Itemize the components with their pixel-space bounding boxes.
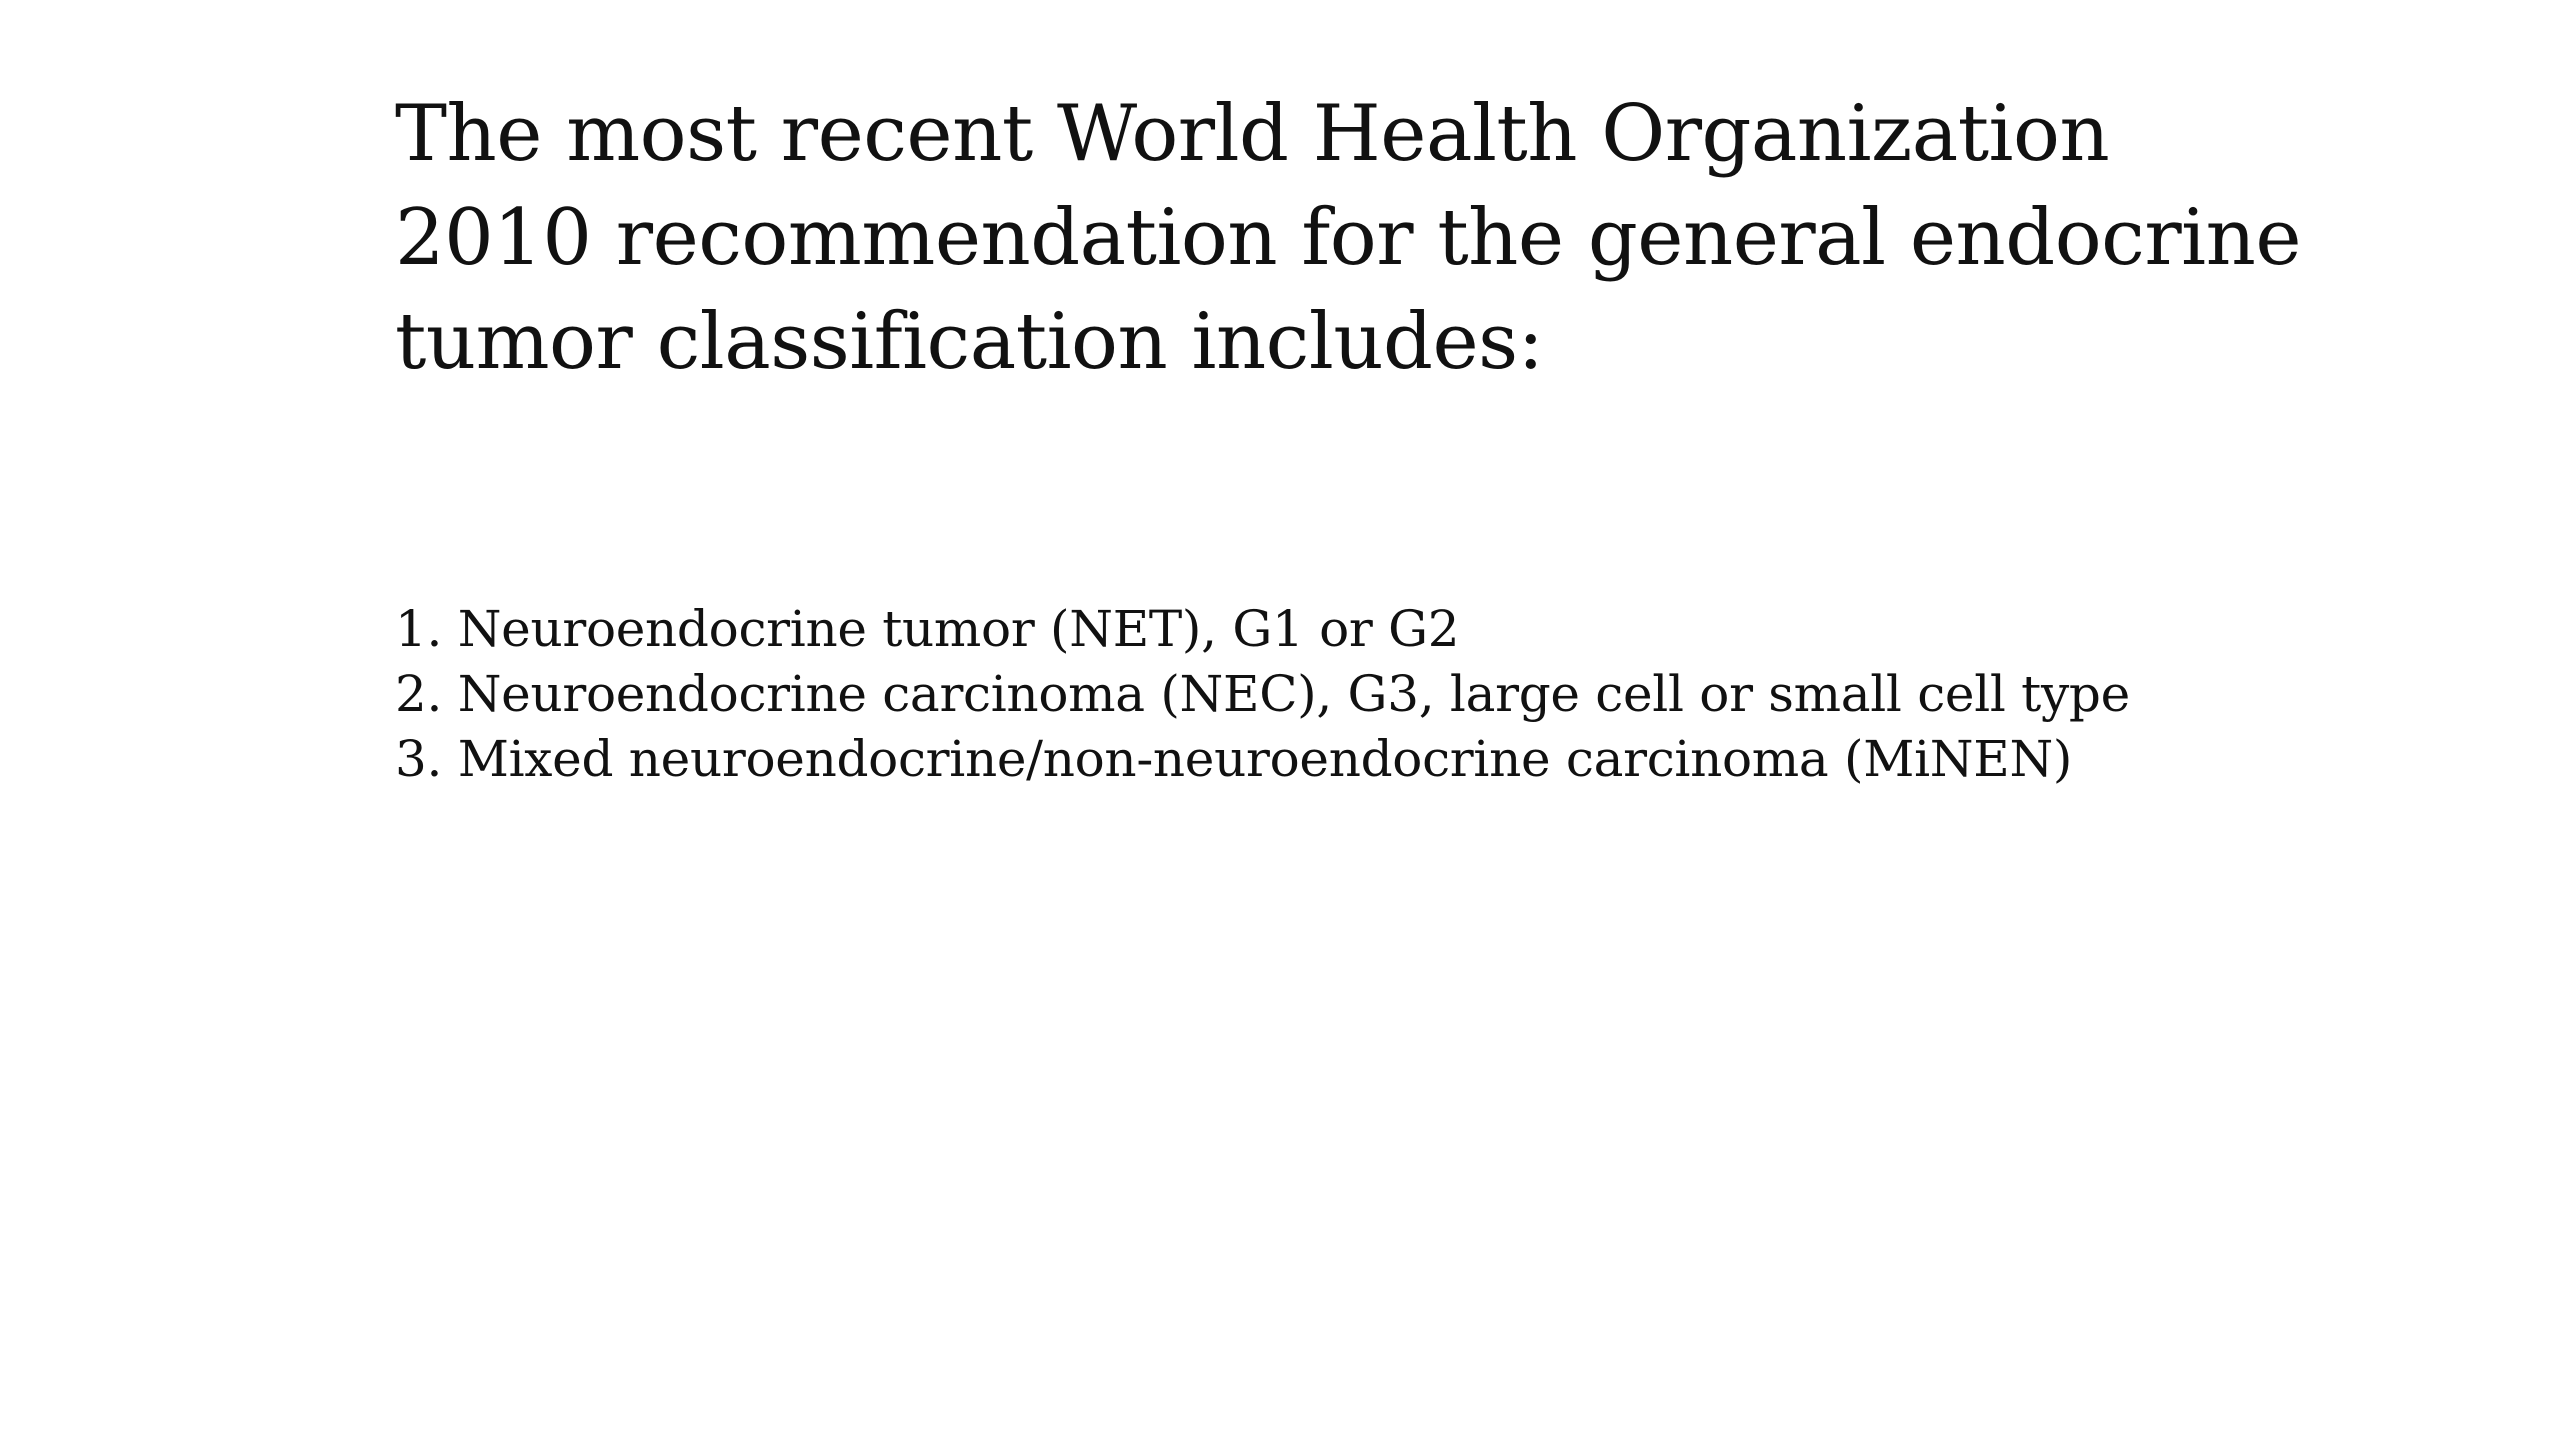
list-item: 3. Mixed neuroendocrine/non-neuroendocrine carcinoma (MiNEN) xyxy=(395,730,2073,788)
slide-title-line: 2010 recommendation for the general endocrine xyxy=(395,193,2301,283)
list-item: 1. Neuroendocrine tumor (NET), G1 or G2 xyxy=(395,600,1460,658)
classification-list xyxy=(395,597,2295,792)
slide-title-line: tumor classification includes: xyxy=(395,297,1544,387)
list-item: 2. Neuroendocrine carcinoma (NEC), G3, large cell or small cell type xyxy=(395,665,2130,723)
slide-title-line: The most recent World Health Organization xyxy=(395,89,2110,179)
slide-title xyxy=(395,82,2301,394)
